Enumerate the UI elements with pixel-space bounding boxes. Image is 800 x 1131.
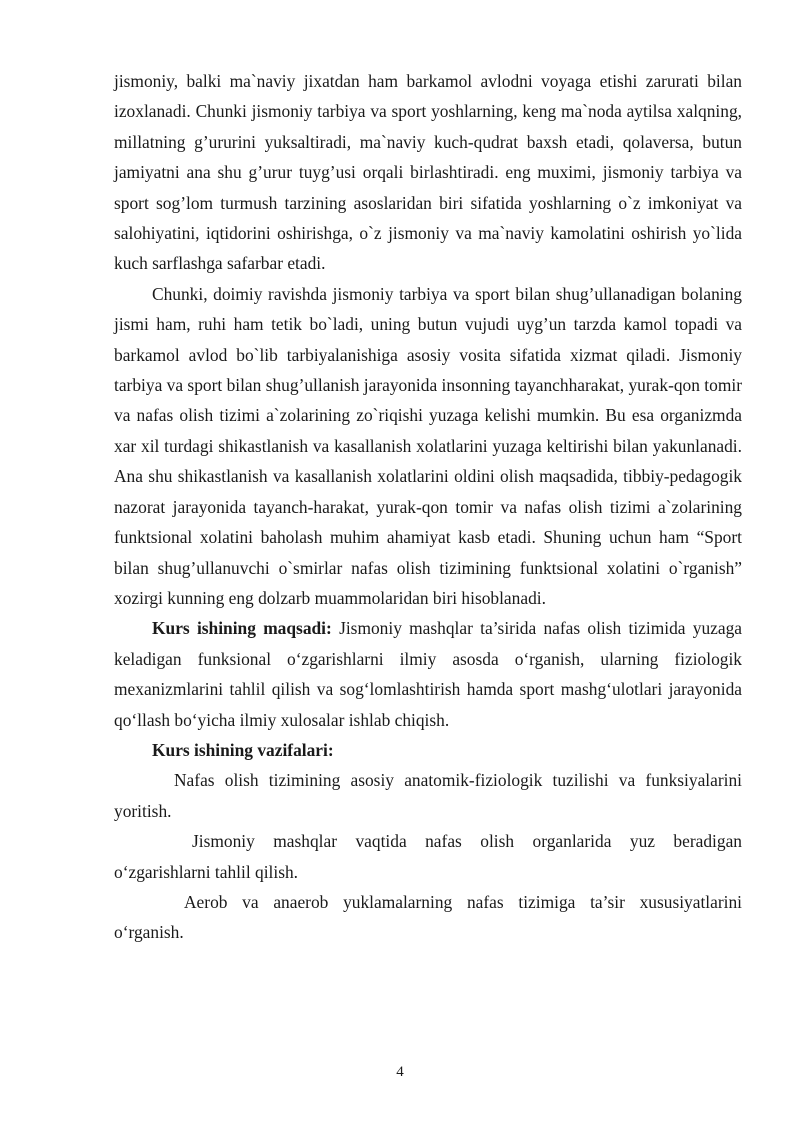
page-number: 4 xyxy=(396,1064,404,1080)
task-item-2: Jismoniy mashqlar vaqtida nafas olish organlarida yuz beradigan o‘zgarishlarni tahlil qilish. xyxy=(114,831,742,882)
paragraph-intro-continuation: jismoniy, balki ma`naviy jixatdan ham barkamol avlodni voyaga etishi zarurati bilan izoxlanadi. Chunki jismoniy tarbiya va sport yoshlarning, keng ma`noda aytilsa xalqning, millatning g’ururini yuksaltiradi, ma`naviy kuch-qudrat baxsh etadi, qolaversa, butun jamiyatni ana shu g’urur tuyg’usi orqali birlashtiradi. eng muximi, jismoniy tarbiya va sport sog’lom turmush tarzining asoslaridan biri sifatida yoshlarning o`z imkoniyat va salohiyatini, iqtidorini oshirishga, o`z jismoniy va ma`naviy kamolatini oshirish yo`lida kuch sarflashga safarbar etadi. xyxy=(114,71,742,274)
tasks-heading: Kurs ishining vazifalari: xyxy=(152,739,334,760)
task-item-1: Nafas olish tizimining asosiy anatomik-fiziologik tuzilishi va funksiyalarini yoritish. xyxy=(114,770,742,821)
goal-text: Jismoniy mashqlar ta’sirida nafas olish tizimida yuzaga keladigan funksional o‘zgarishlarni ilmiy asosda o‘rganish, ularning fiziologik mexanizmlarini tahlil qilish va sog‘lomlashtirish hamda sport mashg‘ulotlari jarayonida qo‘llash bo‘yicha ilmiy xulosalar ishlab chiqish. xyxy=(114,618,742,730)
paragraph-goal xyxy=(114,613,742,735)
goal-label: Kurs ishining maqsadi: xyxy=(152,618,332,639)
paragraph-relevance: Chunki, doimiy ravishda jismoniy tarbiya va sport bilan shug’ullanadigan bolaning jismi ham, ruhi ham tetik bo`ladi, uning butun vujudi uyg’un tarzda kamol topadi va barkamol avlod bo`lib tarbiyalanishiga asosiy vosita sifatida xizmat qiladi. Jismoniy tarbiya va sport bilan shug’ullanish jarayonida insonning tayanchharakat, yurak-qon tomir va nafas olish tizimi a`zolarining zo`riqishi yuzaga kelishi mumkin. Bu esa organizmda xar xil turdagi shikastlanish va kasallanish xolatlarini yuzaga keltirishi bilan yakunlanadi. Ana shu shikastlanish va kasallanish xolatlarini oldini olish maqsadida, tibbiy-pedagogik nazorat jarayonida tayanch-harakat, yurak-qon tomir va nafas olish tizimi a`zolarining funktsional xolatini baholash muhim ahamiyat kasb etadi. Shuning uchun ham “Sport bilan shug’ullanuvchi o`smirlar nafas olish tizimining funktsional xolatini o`rganish” xozirgi kunning eng dolzarb muammolaridan biri hisoblanadi. xyxy=(114,283,742,608)
document-body xyxy=(114,66,742,948)
task-item-3: Aerob va anaerob yuklamalarning nafas tizimiga ta’sir xususiyatlarini o‘rganish. xyxy=(114,891,742,943)
